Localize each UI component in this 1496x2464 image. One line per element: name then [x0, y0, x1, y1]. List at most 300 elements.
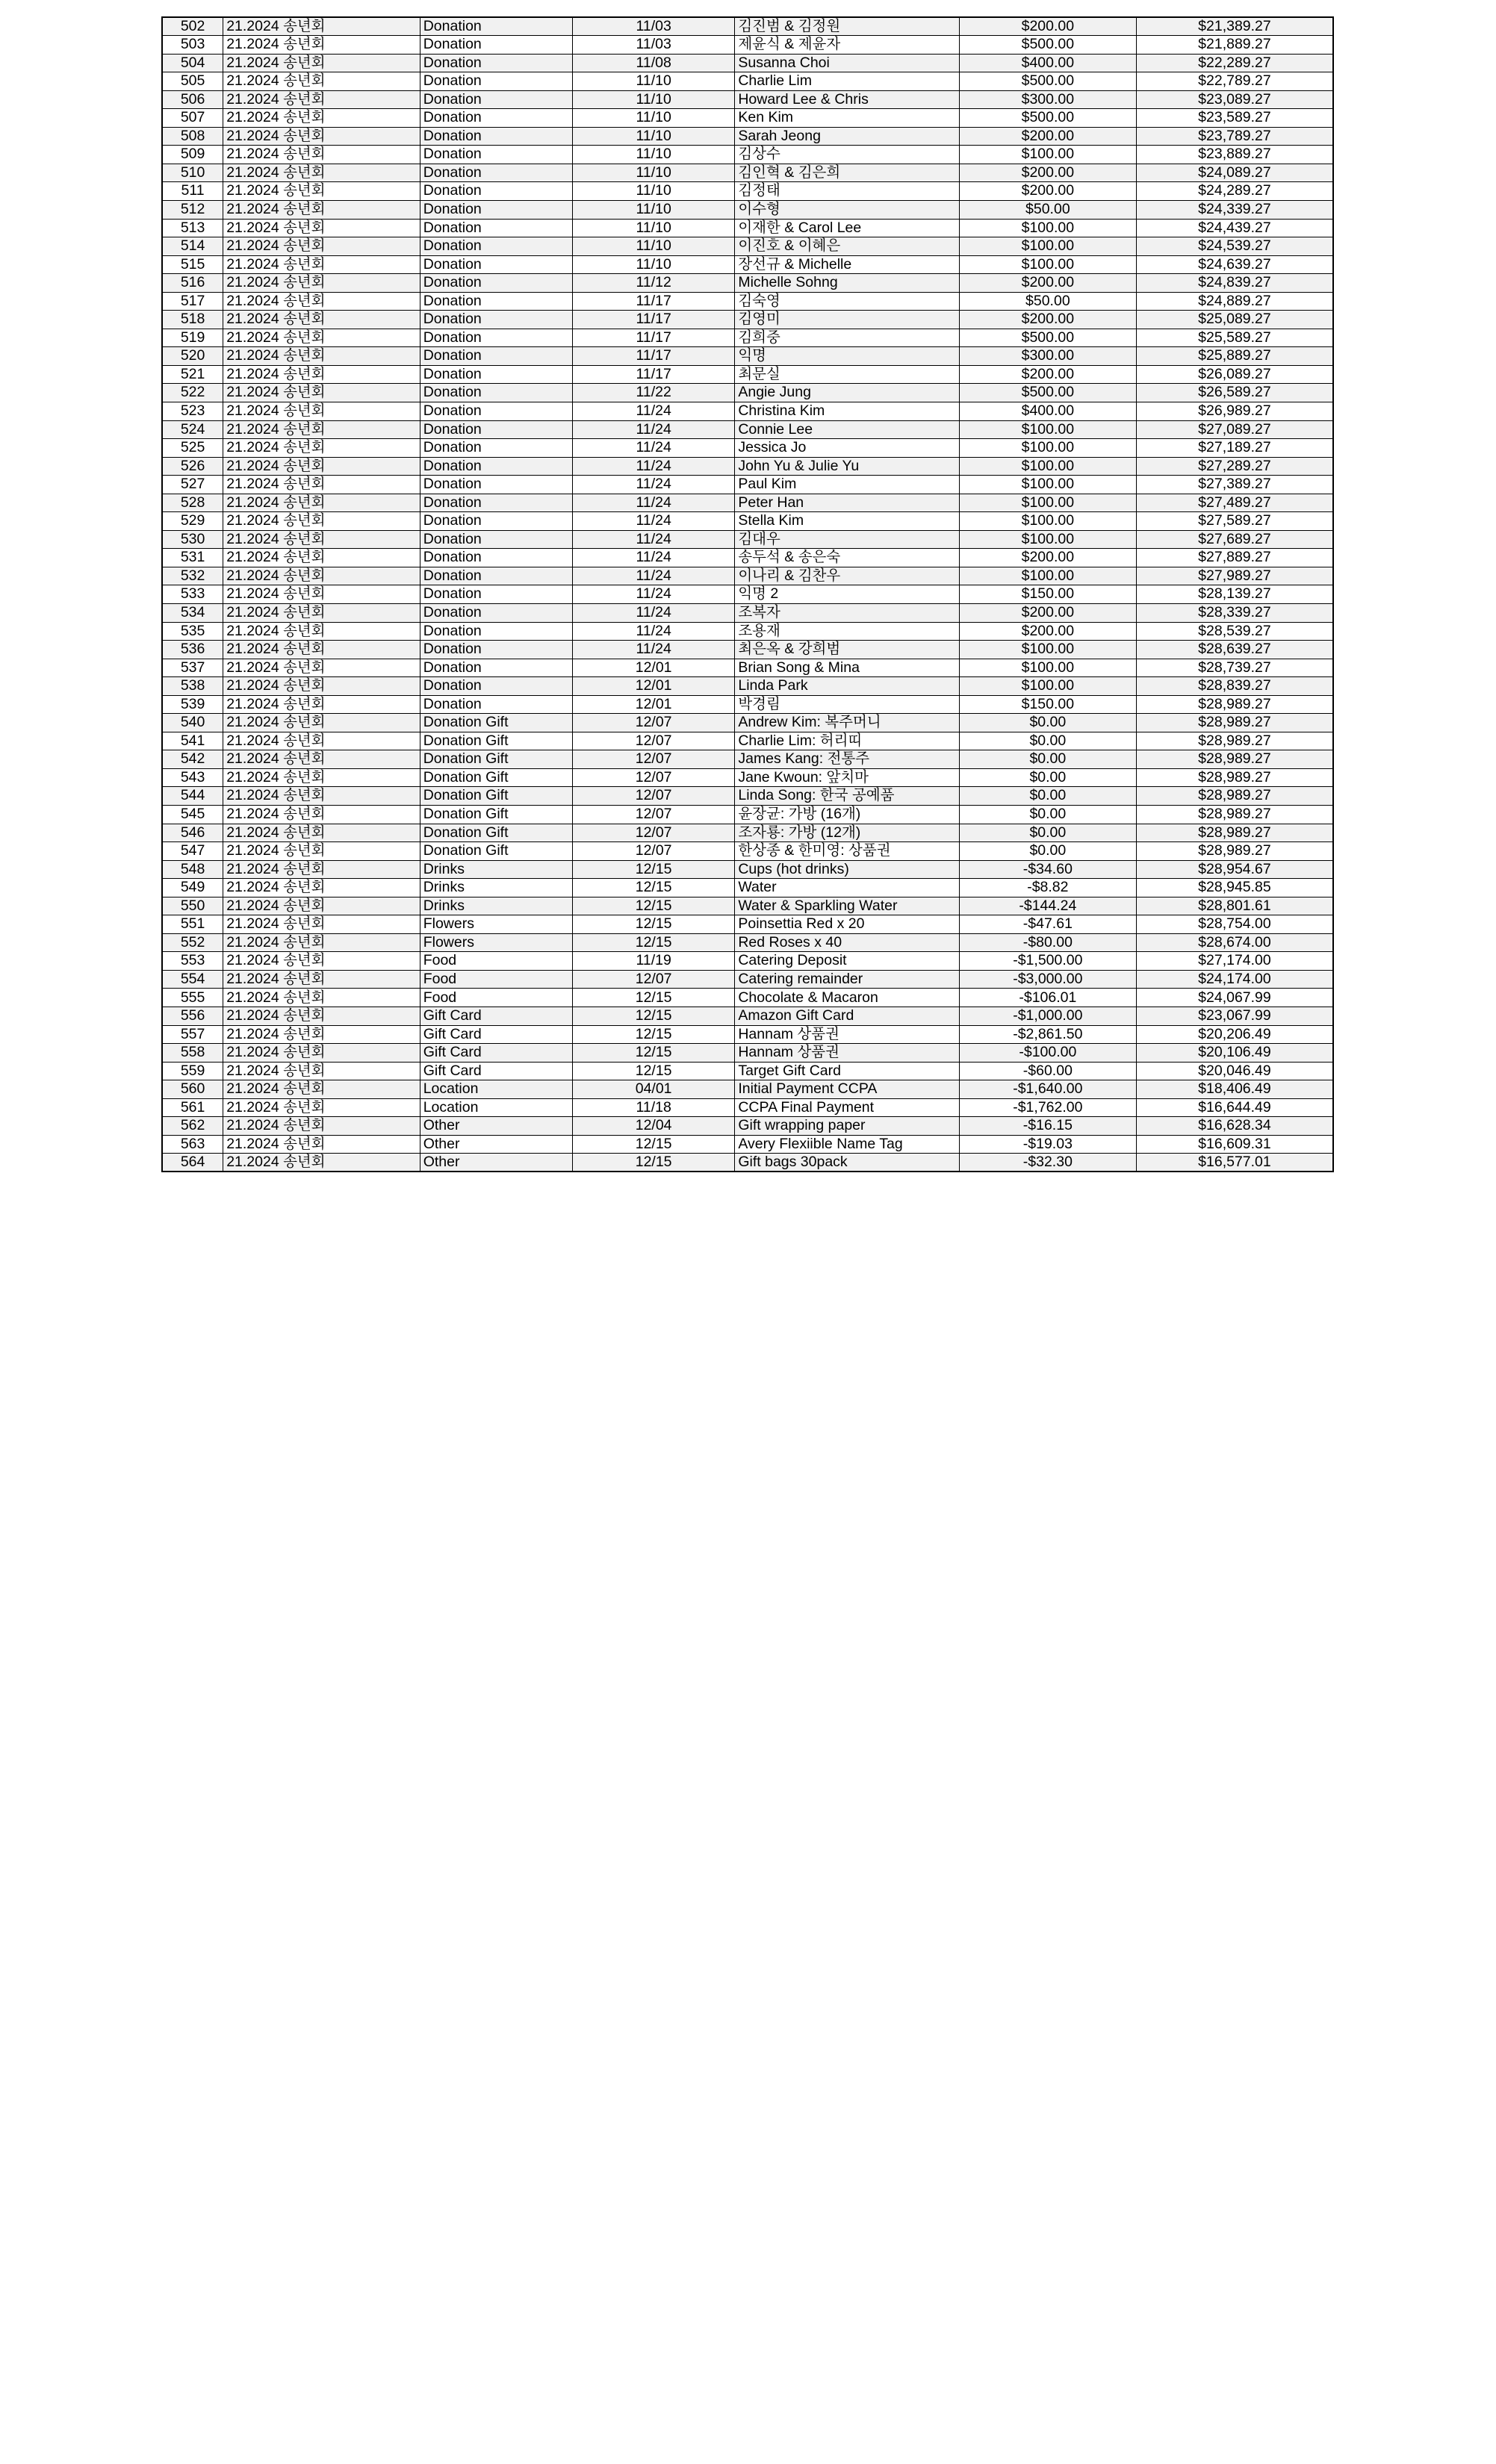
cell-row-number[interactable]: 530 — [162, 530, 223, 549]
cell-description[interactable]: 김진범 & 김정원 — [735, 17, 959, 36]
cell-date[interactable]: 11/10 — [572, 90, 734, 109]
cell-description[interactable]: 장선규 & Michelle — [735, 255, 959, 274]
table-row[interactable] — [162, 549, 1333, 567]
table-row[interactable] — [162, 897, 1333, 915]
cell-category[interactable]: Donation — [420, 72, 572, 91]
cell-description[interactable]: Avery Flexiible Name Tag — [735, 1135, 959, 1154]
cell-category[interactable]: Drinks — [420, 879, 572, 897]
cell-running-balance[interactable]: $24,839.27 — [1136, 274, 1333, 293]
table-row[interactable] — [162, 989, 1333, 1007]
cell-category[interactable]: Donation — [420, 54, 572, 72]
table-row[interactable] — [162, 182, 1333, 201]
cell-category[interactable]: Food — [420, 970, 572, 989]
cell-running-balance[interactable]: $28,739.27 — [1136, 659, 1333, 677]
cell-row-number[interactable]: 520 — [162, 347, 223, 366]
cell-amount[interactable]: $500.00 — [959, 109, 1136, 128]
cell-category[interactable]: Gift Card — [420, 1062, 572, 1080]
cell-date[interactable]: 11/10 — [572, 164, 734, 182]
cell-description[interactable]: Amazon Gift Card — [735, 1007, 959, 1026]
cell-category[interactable]: Donation Gift — [420, 787, 572, 806]
cell-event-name[interactable]: 21.2024 송년회 — [223, 970, 420, 989]
cell-running-balance[interactable]: $23,589.27 — [1136, 109, 1333, 128]
cell-amount[interactable]: $100.00 — [959, 439, 1136, 458]
cell-running-balance[interactable]: $24,067.99 — [1136, 989, 1333, 1007]
cell-row-number[interactable]: 556 — [162, 1007, 223, 1026]
cell-running-balance[interactable]: $23,889.27 — [1136, 146, 1333, 164]
cell-description[interactable]: 송두석 & 송은숙 — [735, 549, 959, 567]
cell-description[interactable]: Catering remainder — [735, 970, 959, 989]
cell-description[interactable]: 제윤식 & 제윤자 — [735, 36, 959, 55]
table-row[interactable] — [162, 311, 1333, 329]
cell-date[interactable]: 12/15 — [572, 897, 734, 915]
cell-amount[interactable]: $200.00 — [959, 17, 1136, 36]
table-row[interactable] — [162, 1098, 1333, 1117]
cell-date[interactable]: 11/10 — [572, 109, 734, 128]
cell-running-balance[interactable]: $26,989.27 — [1136, 402, 1333, 420]
table-row[interactable] — [162, 494, 1333, 512]
cell-amount[interactable]: $0.00 — [959, 842, 1136, 861]
cell-amount[interactable]: $500.00 — [959, 36, 1136, 55]
table-row[interactable] — [162, 274, 1333, 293]
cell-description[interactable]: Target Gift Card — [735, 1062, 959, 1080]
cell-running-balance[interactable]: $23,089.27 — [1136, 90, 1333, 109]
cell-amount[interactable]: -$60.00 — [959, 1062, 1136, 1080]
cell-category[interactable]: Donation Gift — [420, 750, 572, 769]
cell-event-name[interactable]: 21.2024 송년회 — [223, 237, 420, 256]
cell-row-number[interactable]: 506 — [162, 90, 223, 109]
cell-running-balance[interactable]: $24,889.27 — [1136, 292, 1333, 311]
cell-amount[interactable]: $200.00 — [959, 164, 1136, 182]
cell-category[interactable]: Donation — [420, 255, 572, 274]
table-row[interactable] — [162, 842, 1333, 861]
cell-event-name[interactable]: 21.2024 송년회 — [223, 72, 420, 91]
cell-row-number[interactable]: 545 — [162, 806, 223, 824]
cell-description[interactable]: 이진호 & 이혜은 — [735, 237, 959, 256]
cell-category[interactable]: Donation Gift — [420, 842, 572, 861]
table-row[interactable] — [162, 1062, 1333, 1080]
cell-date[interactable]: 12/07 — [572, 732, 734, 750]
cell-running-balance[interactable]: $28,754.00 — [1136, 915, 1333, 934]
cell-category[interactable]: Other — [420, 1117, 572, 1136]
cell-running-balance[interactable]: $18,406.49 — [1136, 1080, 1333, 1099]
cell-amount[interactable]: $200.00 — [959, 604, 1136, 623]
cell-amount[interactable]: -$32.30 — [959, 1154, 1136, 1172]
table-row[interactable] — [162, 530, 1333, 549]
cell-row-number[interactable]: 563 — [162, 1135, 223, 1154]
cell-date[interactable]: 12/07 — [572, 768, 734, 787]
cell-row-number[interactable]: 550 — [162, 897, 223, 915]
cell-category[interactable]: Donation — [420, 567, 572, 585]
table-row[interactable] — [162, 1080, 1333, 1099]
cell-row-number[interactable]: 547 — [162, 842, 223, 861]
cell-date[interactable]: 12/01 — [572, 677, 734, 696]
cell-event-name[interactable]: 21.2024 송년회 — [223, 787, 420, 806]
cell-event-name[interactable]: 21.2024 송년회 — [223, 952, 420, 971]
cell-amount[interactable]: $100.00 — [959, 677, 1136, 696]
cell-category[interactable]: Donation — [420, 549, 572, 567]
cell-date[interactable]: 12/07 — [572, 842, 734, 861]
cell-category[interactable]: Donation — [420, 494, 572, 512]
cell-date[interactable]: 11/03 — [572, 36, 734, 55]
cell-event-name[interactable]: 21.2024 송년회 — [223, 933, 420, 952]
table-row[interactable] — [162, 970, 1333, 989]
table-row[interactable] — [162, 806, 1333, 824]
cell-row-number[interactable]: 529 — [162, 512, 223, 531]
cell-row-number[interactable]: 507 — [162, 109, 223, 128]
cell-event-name[interactable]: 21.2024 송년회 — [223, 329, 420, 347]
cell-running-balance[interactable]: $27,889.27 — [1136, 549, 1333, 567]
cell-date[interactable]: 11/10 — [572, 146, 734, 164]
cell-category[interactable]: Donation — [420, 164, 572, 182]
table-row[interactable] — [162, 879, 1333, 897]
cell-amount[interactable]: -$106.01 — [959, 989, 1136, 1007]
cell-event-name[interactable]: 21.2024 송년회 — [223, 1098, 420, 1117]
cell-date[interactable]: 11/19 — [572, 952, 734, 971]
cell-category[interactable]: Donation — [420, 219, 572, 237]
cell-category[interactable]: Donation — [420, 127, 572, 146]
cell-date[interactable]: 12/15 — [572, 915, 734, 934]
cell-amount[interactable]: $150.00 — [959, 585, 1136, 604]
cell-amount[interactable]: $0.00 — [959, 750, 1136, 769]
cell-running-balance[interactable]: $24,439.27 — [1136, 219, 1333, 237]
cell-description[interactable]: 김상수 — [735, 146, 959, 164]
cell-description[interactable]: Michelle Sohng — [735, 274, 959, 293]
cell-category[interactable]: Donation — [420, 237, 572, 256]
cell-category[interactable]: Donation — [420, 402, 572, 420]
cell-row-number[interactable]: 551 — [162, 915, 223, 934]
cell-row-number[interactable]: 517 — [162, 292, 223, 311]
cell-category[interactable]: Flowers — [420, 933, 572, 952]
cell-category[interactable]: Donation — [420, 530, 572, 549]
cell-amount[interactable]: $400.00 — [959, 54, 1136, 72]
cell-row-number[interactable]: 528 — [162, 494, 223, 512]
cell-amount[interactable]: $0.00 — [959, 732, 1136, 750]
cell-description[interactable]: Initial Payment CCPA — [735, 1080, 959, 1099]
cell-row-number[interactable]: 555 — [162, 989, 223, 1007]
cell-running-balance[interactable]: $22,289.27 — [1136, 54, 1333, 72]
cell-description[interactable]: 김대우 — [735, 530, 959, 549]
cell-date[interactable]: 11/10 — [572, 127, 734, 146]
cell-amount[interactable]: $300.00 — [959, 347, 1136, 366]
cell-category[interactable]: Donation — [420, 365, 572, 384]
cell-date[interactable]: 11/24 — [572, 494, 734, 512]
cell-row-number[interactable]: 543 — [162, 768, 223, 787]
cell-date[interactable]: 11/10 — [572, 219, 734, 237]
cell-running-balance[interactable]: $28,989.27 — [1136, 842, 1333, 861]
cell-event-name[interactable]: 21.2024 송년회 — [223, 604, 420, 623]
cell-date[interactable]: 12/07 — [572, 806, 734, 824]
cell-event-name[interactable]: 21.2024 송년회 — [223, 622, 420, 641]
cell-date[interactable]: 11/10 — [572, 182, 734, 201]
cell-row-number[interactable]: 557 — [162, 1025, 223, 1044]
cell-category[interactable]: Location — [420, 1080, 572, 1099]
cell-row-number[interactable]: 533 — [162, 585, 223, 604]
cell-category[interactable]: Donation — [420, 182, 572, 201]
cell-event-name[interactable]: 21.2024 송년회 — [223, 677, 420, 696]
table-row[interactable] — [162, 714, 1333, 732]
cell-date[interactable]: 12/15 — [572, 1025, 734, 1044]
cell-category[interactable]: Donation — [420, 109, 572, 128]
cell-amount[interactable]: $200.00 — [959, 182, 1136, 201]
cell-running-balance[interactable]: $28,945.85 — [1136, 879, 1333, 897]
cell-amount[interactable]: $400.00 — [959, 402, 1136, 420]
cell-row-number[interactable]: 564 — [162, 1154, 223, 1172]
table-row[interactable] — [162, 1135, 1333, 1154]
table-row[interactable] — [162, 439, 1333, 458]
cell-event-name[interactable]: 21.2024 송년회 — [223, 90, 420, 109]
cell-category[interactable]: Donation — [420, 512, 572, 531]
cell-description[interactable]: 윤장균: 가방 (16개) — [735, 806, 959, 824]
cell-date[interactable]: 11/03 — [572, 17, 734, 36]
cell-row-number[interactable]: 526 — [162, 457, 223, 476]
cell-description[interactable]: 조용재 — [735, 622, 959, 641]
cell-event-name[interactable]: 21.2024 송년회 — [223, 549, 420, 567]
cell-description[interactable]: Andrew Kim: 복주머니 — [735, 714, 959, 732]
cell-running-balance[interactable]: $28,989.27 — [1136, 714, 1333, 732]
cell-category[interactable]: Donation — [420, 677, 572, 696]
cell-event-name[interactable]: 21.2024 송년회 — [223, 127, 420, 146]
cell-running-balance[interactable]: $20,046.49 — [1136, 1062, 1333, 1080]
cell-description[interactable]: Ken Kim — [735, 109, 959, 128]
cell-row-number[interactable]: 532 — [162, 567, 223, 585]
cell-description[interactable]: Hannam 상품권 — [735, 1044, 959, 1063]
cell-amount[interactable]: -$1,500.00 — [959, 952, 1136, 971]
cell-running-balance[interactable]: $22,789.27 — [1136, 72, 1333, 91]
table-row[interactable] — [162, 420, 1333, 439]
cell-category[interactable]: Donation — [420, 146, 572, 164]
cell-row-number[interactable]: 531 — [162, 549, 223, 567]
cell-event-name[interactable]: 21.2024 송년회 — [223, 274, 420, 293]
cell-date[interactable]: 11/22 — [572, 384, 734, 402]
cell-row-number[interactable]: 562 — [162, 1117, 223, 1136]
cell-amount[interactable]: $500.00 — [959, 384, 1136, 402]
cell-running-balance[interactable]: $28,539.27 — [1136, 622, 1333, 641]
cell-date[interactable]: 11/17 — [572, 365, 734, 384]
cell-running-balance[interactable]: $24,639.27 — [1136, 255, 1333, 274]
cell-date[interactable]: 11/10 — [572, 255, 734, 274]
cell-category[interactable]: Donation — [420, 200, 572, 219]
cell-category[interactable]: Other — [420, 1135, 572, 1154]
cell-description[interactable]: Charlie Lim: 허리띠 — [735, 732, 959, 750]
cell-row-number[interactable]: 534 — [162, 604, 223, 623]
cell-category[interactable]: Donation — [420, 622, 572, 641]
table-row[interactable] — [162, 1025, 1333, 1044]
cell-date[interactable]: 11/24 — [572, 604, 734, 623]
cell-description[interactable]: 김숙영 — [735, 292, 959, 311]
cell-running-balance[interactable]: $27,089.27 — [1136, 420, 1333, 439]
cell-date[interactable]: 12/07 — [572, 824, 734, 842]
cell-category[interactable]: Donation — [420, 36, 572, 55]
cell-category[interactable]: Gift Card — [420, 1007, 572, 1026]
cell-description[interactable]: Chocolate & Macaron — [735, 989, 959, 1007]
cell-row-number[interactable]: 514 — [162, 237, 223, 256]
cell-row-number[interactable]: 522 — [162, 384, 223, 402]
cell-amount[interactable]: $200.00 — [959, 365, 1136, 384]
table-row[interactable] — [162, 952, 1333, 971]
cell-event-name[interactable]: 21.2024 송년회 — [223, 54, 420, 72]
cell-category[interactable]: Donation — [420, 274, 572, 293]
cell-row-number[interactable]: 540 — [162, 714, 223, 732]
cell-row-number[interactable]: 502 — [162, 17, 223, 36]
table-row[interactable] — [162, 72, 1333, 91]
cell-row-number[interactable]: 511 — [162, 182, 223, 201]
cell-date[interactable]: 12/07 — [572, 714, 734, 732]
cell-running-balance[interactable]: $28,674.00 — [1136, 933, 1333, 952]
table-row[interactable] — [162, 915, 1333, 934]
cell-date[interactable]: 11/12 — [572, 274, 734, 293]
table-row[interactable] — [162, 768, 1333, 787]
cell-amount[interactable]: $300.00 — [959, 90, 1136, 109]
cell-date[interactable]: 12/15 — [572, 1044, 734, 1063]
cell-description[interactable]: Red Roses x 40 — [735, 933, 959, 952]
cell-event-name[interactable]: 21.2024 송년회 — [223, 641, 420, 659]
cell-category[interactable]: Donation — [420, 347, 572, 366]
cell-amount[interactable]: -$19.03 — [959, 1135, 1136, 1154]
cell-amount[interactable]: $200.00 — [959, 549, 1136, 567]
table-row[interactable] — [162, 402, 1333, 420]
cell-amount[interactable]: $500.00 — [959, 329, 1136, 347]
cell-amount[interactable]: $100.00 — [959, 659, 1136, 677]
cell-description[interactable]: 이재한 & Carol Lee — [735, 219, 959, 237]
cell-category[interactable]: Flowers — [420, 915, 572, 934]
cell-row-number[interactable]: 536 — [162, 641, 223, 659]
cell-amount[interactable]: $100.00 — [959, 219, 1136, 237]
cell-running-balance[interactable]: $28,839.27 — [1136, 677, 1333, 696]
cell-running-balance[interactable]: $28,989.27 — [1136, 768, 1333, 787]
cell-description[interactable]: 김희중 — [735, 329, 959, 347]
cell-event-name[interactable]: 21.2024 송년회 — [223, 476, 420, 494]
cell-description[interactable]: Catering Deposit — [735, 952, 959, 971]
cell-row-number[interactable]: 544 — [162, 787, 223, 806]
cell-row-number[interactable]: 519 — [162, 329, 223, 347]
cell-running-balance[interactable]: $26,589.27 — [1136, 384, 1333, 402]
cell-amount[interactable]: -$34.60 — [959, 860, 1136, 879]
cell-description[interactable]: Jessica Jo — [735, 439, 959, 458]
cell-running-balance[interactable]: $27,489.27 — [1136, 494, 1333, 512]
table-row[interactable] — [162, 860, 1333, 879]
cell-description[interactable]: Hannam 상품권 — [735, 1025, 959, 1044]
cell-date[interactable]: 12/04 — [572, 1117, 734, 1136]
cell-running-balance[interactable]: $27,289.27 — [1136, 457, 1333, 476]
cell-category[interactable]: Donation — [420, 439, 572, 458]
cell-row-number[interactable]: 560 — [162, 1080, 223, 1099]
table-row[interactable] — [162, 824, 1333, 842]
cell-category[interactable]: Donation — [420, 90, 572, 109]
cell-category[interactable]: Donation Gift — [420, 768, 572, 787]
cell-row-number[interactable]: 505 — [162, 72, 223, 91]
cell-running-balance[interactable]: $27,189.27 — [1136, 439, 1333, 458]
cell-row-number[interactable]: 541 — [162, 732, 223, 750]
table-row[interactable] — [162, 476, 1333, 494]
cell-event-name[interactable]: 21.2024 송년회 — [223, 1025, 420, 1044]
cell-running-balance[interactable]: $28,989.27 — [1136, 750, 1333, 769]
cell-description[interactable]: 익명 2 — [735, 585, 959, 604]
cell-date[interactable]: 12/01 — [572, 695, 734, 714]
cell-row-number[interactable]: 535 — [162, 622, 223, 641]
cell-category[interactable]: Donation — [420, 641, 572, 659]
cell-description[interactable]: Water — [735, 879, 959, 897]
cell-amount[interactable]: -$16.15 — [959, 1117, 1136, 1136]
cell-description[interactable]: Howard Lee & Chris — [735, 90, 959, 109]
table-row[interactable] — [162, 365, 1333, 384]
cell-date[interactable]: 12/15 — [572, 1007, 734, 1026]
cell-category[interactable]: Drinks — [420, 860, 572, 879]
cell-running-balance[interactable]: $24,089.27 — [1136, 164, 1333, 182]
cell-event-name[interactable]: 21.2024 송년회 — [223, 200, 420, 219]
cell-running-balance[interactable]: $20,106.49 — [1136, 1044, 1333, 1063]
cell-amount[interactable]: $100.00 — [959, 530, 1136, 549]
cell-category[interactable]: Donation — [420, 17, 572, 36]
cell-description[interactable]: 김인혁 & 김은희 — [735, 164, 959, 182]
cell-amount[interactable]: -$47.61 — [959, 915, 1136, 934]
cell-amount[interactable]: $200.00 — [959, 622, 1136, 641]
cell-description[interactable]: 이수형 — [735, 200, 959, 219]
cell-date[interactable]: 12/15 — [572, 1062, 734, 1080]
cell-event-name[interactable]: 21.2024 송년회 — [223, 750, 420, 769]
cell-amount[interactable]: -$144.24 — [959, 897, 1136, 915]
cell-amount[interactable]: $0.00 — [959, 806, 1136, 824]
cell-date[interactable]: 11/08 — [572, 54, 734, 72]
cell-running-balance[interactable]: $24,539.27 — [1136, 237, 1333, 256]
cell-category[interactable]: Donation — [420, 311, 572, 329]
cell-amount[interactable]: $0.00 — [959, 714, 1136, 732]
cell-row-number[interactable]: 537 — [162, 659, 223, 677]
table-row[interactable] — [162, 347, 1333, 366]
cell-running-balance[interactable]: $28,139.27 — [1136, 585, 1333, 604]
cell-description[interactable]: 김영미 — [735, 311, 959, 329]
cell-category[interactable]: Drinks — [420, 897, 572, 915]
cell-amount[interactable]: -$8.82 — [959, 879, 1136, 897]
cell-event-name[interactable]: 21.2024 송년회 — [223, 567, 420, 585]
cell-amount[interactable]: -$1,640.00 — [959, 1080, 1136, 1099]
table-row[interactable] — [162, 109, 1333, 128]
cell-row-number[interactable]: 546 — [162, 824, 223, 842]
cell-running-balance[interactable]: $16,577.01 — [1136, 1154, 1333, 1172]
table-row[interactable] — [162, 787, 1333, 806]
table-row[interactable] — [162, 292, 1333, 311]
cell-running-balance[interactable]: $27,689.27 — [1136, 530, 1333, 549]
cell-amount[interactable]: -$80.00 — [959, 933, 1136, 952]
cell-running-balance[interactable]: $26,089.27 — [1136, 365, 1333, 384]
table-row[interactable] — [162, 36, 1333, 55]
table-row[interactable] — [162, 1154, 1333, 1172]
cell-running-balance[interactable]: $28,989.27 — [1136, 806, 1333, 824]
cell-event-name[interactable]: 21.2024 송년회 — [223, 732, 420, 750]
cell-category[interactable]: Other — [420, 1154, 572, 1172]
cell-description[interactable]: Charlie Lim — [735, 72, 959, 91]
cell-running-balance[interactable]: $25,589.27 — [1136, 329, 1333, 347]
cell-description[interactable]: 최은옥 & 강희범 — [735, 641, 959, 659]
cell-running-balance[interactable]: $27,174.00 — [1136, 952, 1333, 971]
cell-running-balance[interactable]: $28,989.27 — [1136, 787, 1333, 806]
cell-event-name[interactable]: 21.2024 송년회 — [223, 879, 420, 897]
cell-row-number[interactable]: 518 — [162, 311, 223, 329]
table-row[interactable] — [162, 750, 1333, 769]
cell-event-name[interactable]: 21.2024 송년회 — [223, 311, 420, 329]
table-row[interactable] — [162, 164, 1333, 182]
cell-event-name[interactable]: 21.2024 송년회 — [223, 384, 420, 402]
cell-date[interactable]: 11/24 — [572, 549, 734, 567]
table-row[interactable] — [162, 512, 1333, 531]
cell-description[interactable]: Linda Song: 한국 공예품 — [735, 787, 959, 806]
cell-event-name[interactable]: 21.2024 송년회 — [223, 255, 420, 274]
cell-running-balance[interactable]: $28,954.67 — [1136, 860, 1333, 879]
cell-amount[interactable]: -$2,861.50 — [959, 1025, 1136, 1044]
cell-event-name[interactable]: 21.2024 송년회 — [223, 494, 420, 512]
cell-event-name[interactable]: 21.2024 송년회 — [223, 182, 420, 201]
cell-description[interactable]: John Yu & Julie Yu — [735, 457, 959, 476]
cell-event-name[interactable]: 21.2024 송년회 — [223, 1007, 420, 1026]
